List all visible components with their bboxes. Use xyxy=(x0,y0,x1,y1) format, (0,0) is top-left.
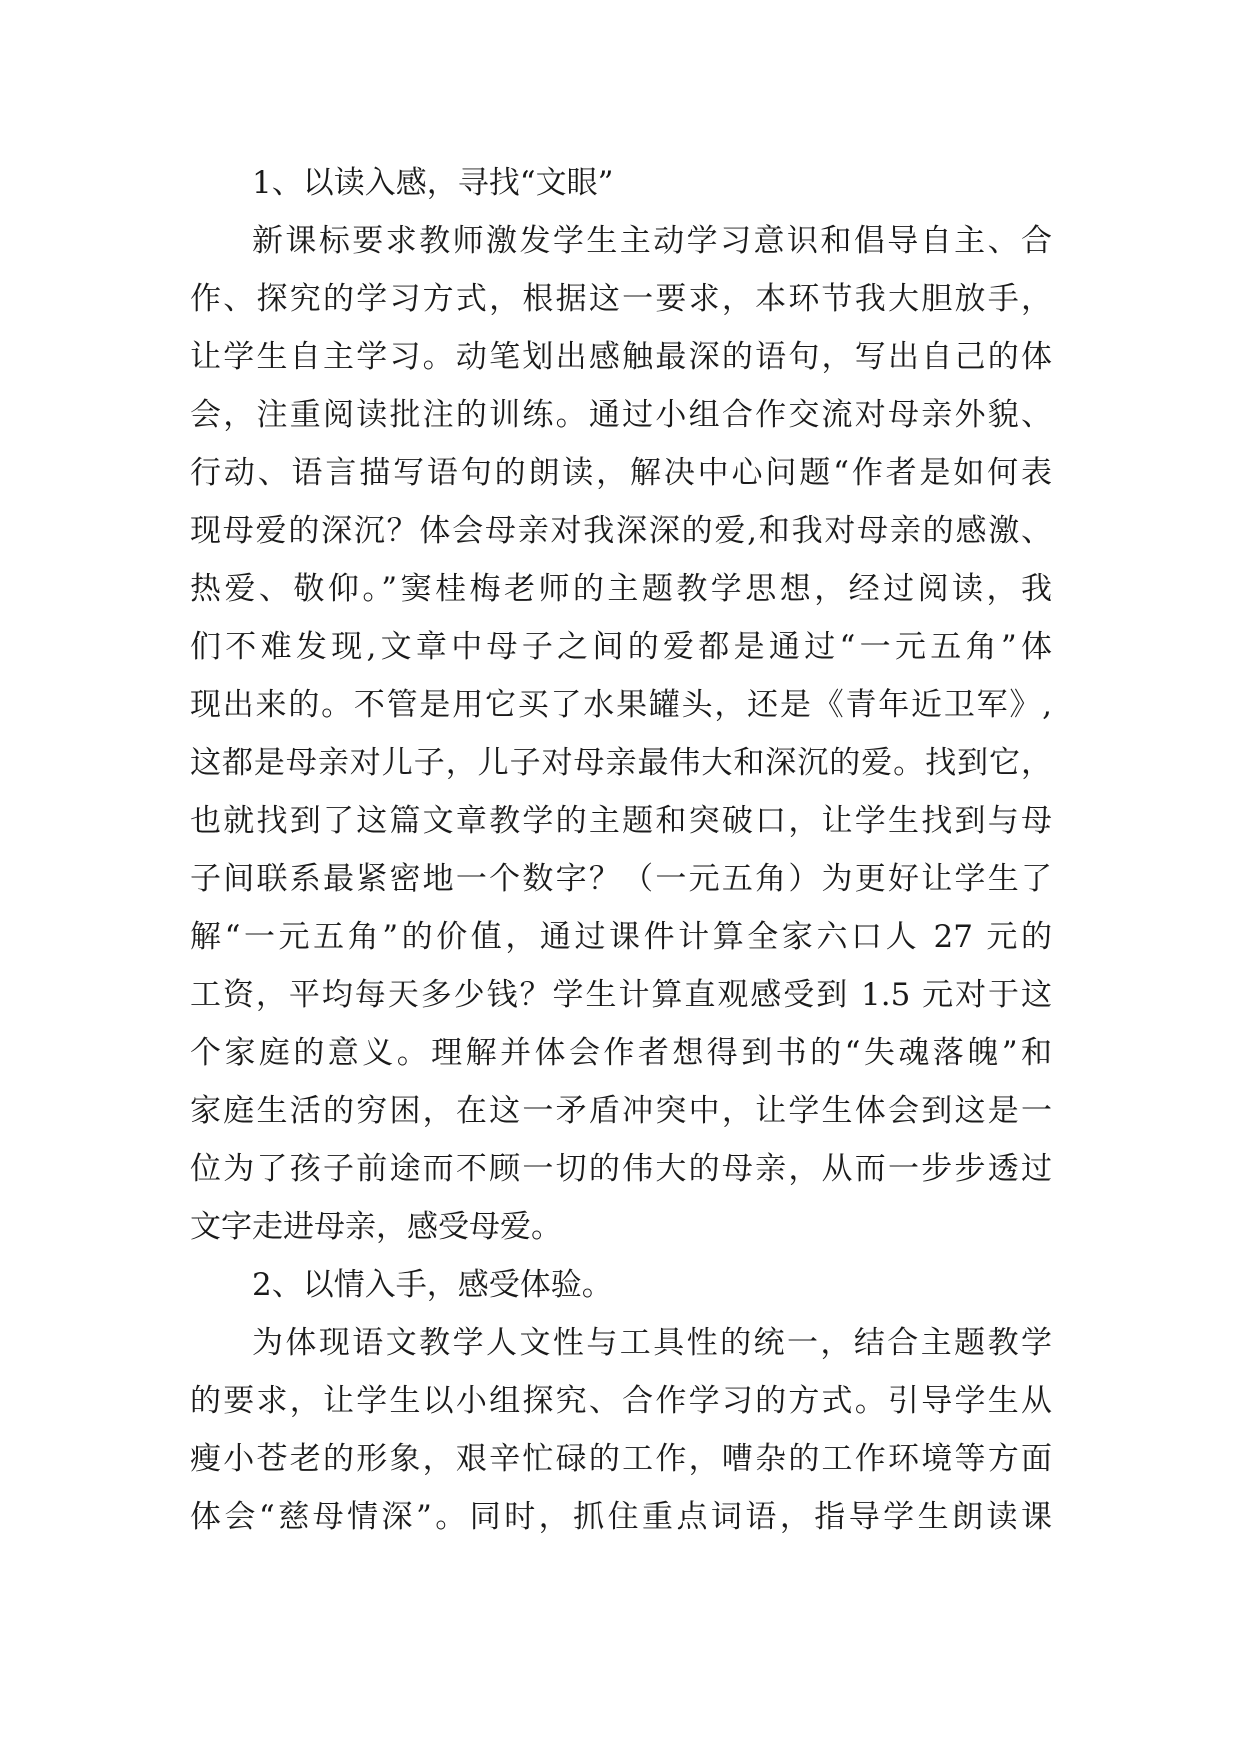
text-line: 也就找到了这篇文章教学的主题和突破口，让学生找到与母 xyxy=(190,803,1052,839)
text-line: 作、探究的学习方式，根据这一要求，本环节我大胆放手， xyxy=(190,281,1052,317)
text-line: 这都是母亲对儿子，儿子对母亲最伟大和深沉的爱。找到它， xyxy=(190,745,1052,781)
text-line: 文字走进母亲，感受母爱。 xyxy=(190,1209,562,1245)
text-line: 2、以情入手，感受体验。 xyxy=(252,1267,613,1303)
text-line: 瘦小苍老的形象，艰辛忙碌的工作，嘈杂的工作环境等方面 xyxy=(190,1441,1052,1477)
text-line: 们不难发现,文章中母子之间的爱都是通过“一元五角”体 xyxy=(190,629,1052,665)
text-line: 个家庭的意义。理解并体会作者想得到书的“失魂落魄”和 xyxy=(190,1035,1052,1071)
text-line: 会，注重阅读批注的训练。通过小组合作交流对母亲外貌、 xyxy=(190,397,1052,433)
text-line: 的要求，让学生以小组探究、合作学习的方式。引导学生从 xyxy=(190,1383,1052,1419)
text-line: 现出来的。不管是用它买了水果罐头，还是《青年近卫军》, xyxy=(190,687,1052,723)
text-line: 为体现语文教学人文性与工具性的统一，结合主题教学 xyxy=(252,1325,1052,1361)
text-line: 子间联系最紧密地一个数字？（一元五角）为更好让学生了 xyxy=(190,861,1052,897)
body-text xyxy=(190,154,1052,1546)
text-line: 解“一元五角”的价值，通过课件计算全家六口人 27 元的 xyxy=(190,919,1052,955)
text-line: 位为了孩子前途而不顾一切的伟大的母亲，从而一步步透过 xyxy=(190,1151,1052,1187)
text-line: 工资，平均每天多少钱？学生计算直观感受到 1.5 元对于这 xyxy=(190,977,1052,1013)
text-line: 热爱、敬仰。”窦桂梅老师的主题教学思想，经过阅读，我 xyxy=(190,571,1052,607)
text-line: 让学生自主学习。动笔划出感触最深的语句，写出自己的体 xyxy=(190,339,1052,375)
text-line: 1、以读入感，寻找“文眼” xyxy=(252,165,614,201)
text-line: 新课标要求教师激发学生主动学习意识和倡导自主、合 xyxy=(252,223,1052,259)
text-line: 体会“慈母情深”。同时，抓住重点词语，指导学生朗读课 xyxy=(190,1499,1052,1535)
text-line: 家庭生活的穷困，在这一矛盾冲突中，让学生体会到这是一 xyxy=(190,1093,1052,1129)
text-line: 现母爱的深沉？体会母亲对我深深的爱,和我对母亲的感激、 xyxy=(190,513,1052,549)
text-line: 行动、语言描写语句的朗读，解决中心问题“作者是如何表 xyxy=(190,455,1052,491)
